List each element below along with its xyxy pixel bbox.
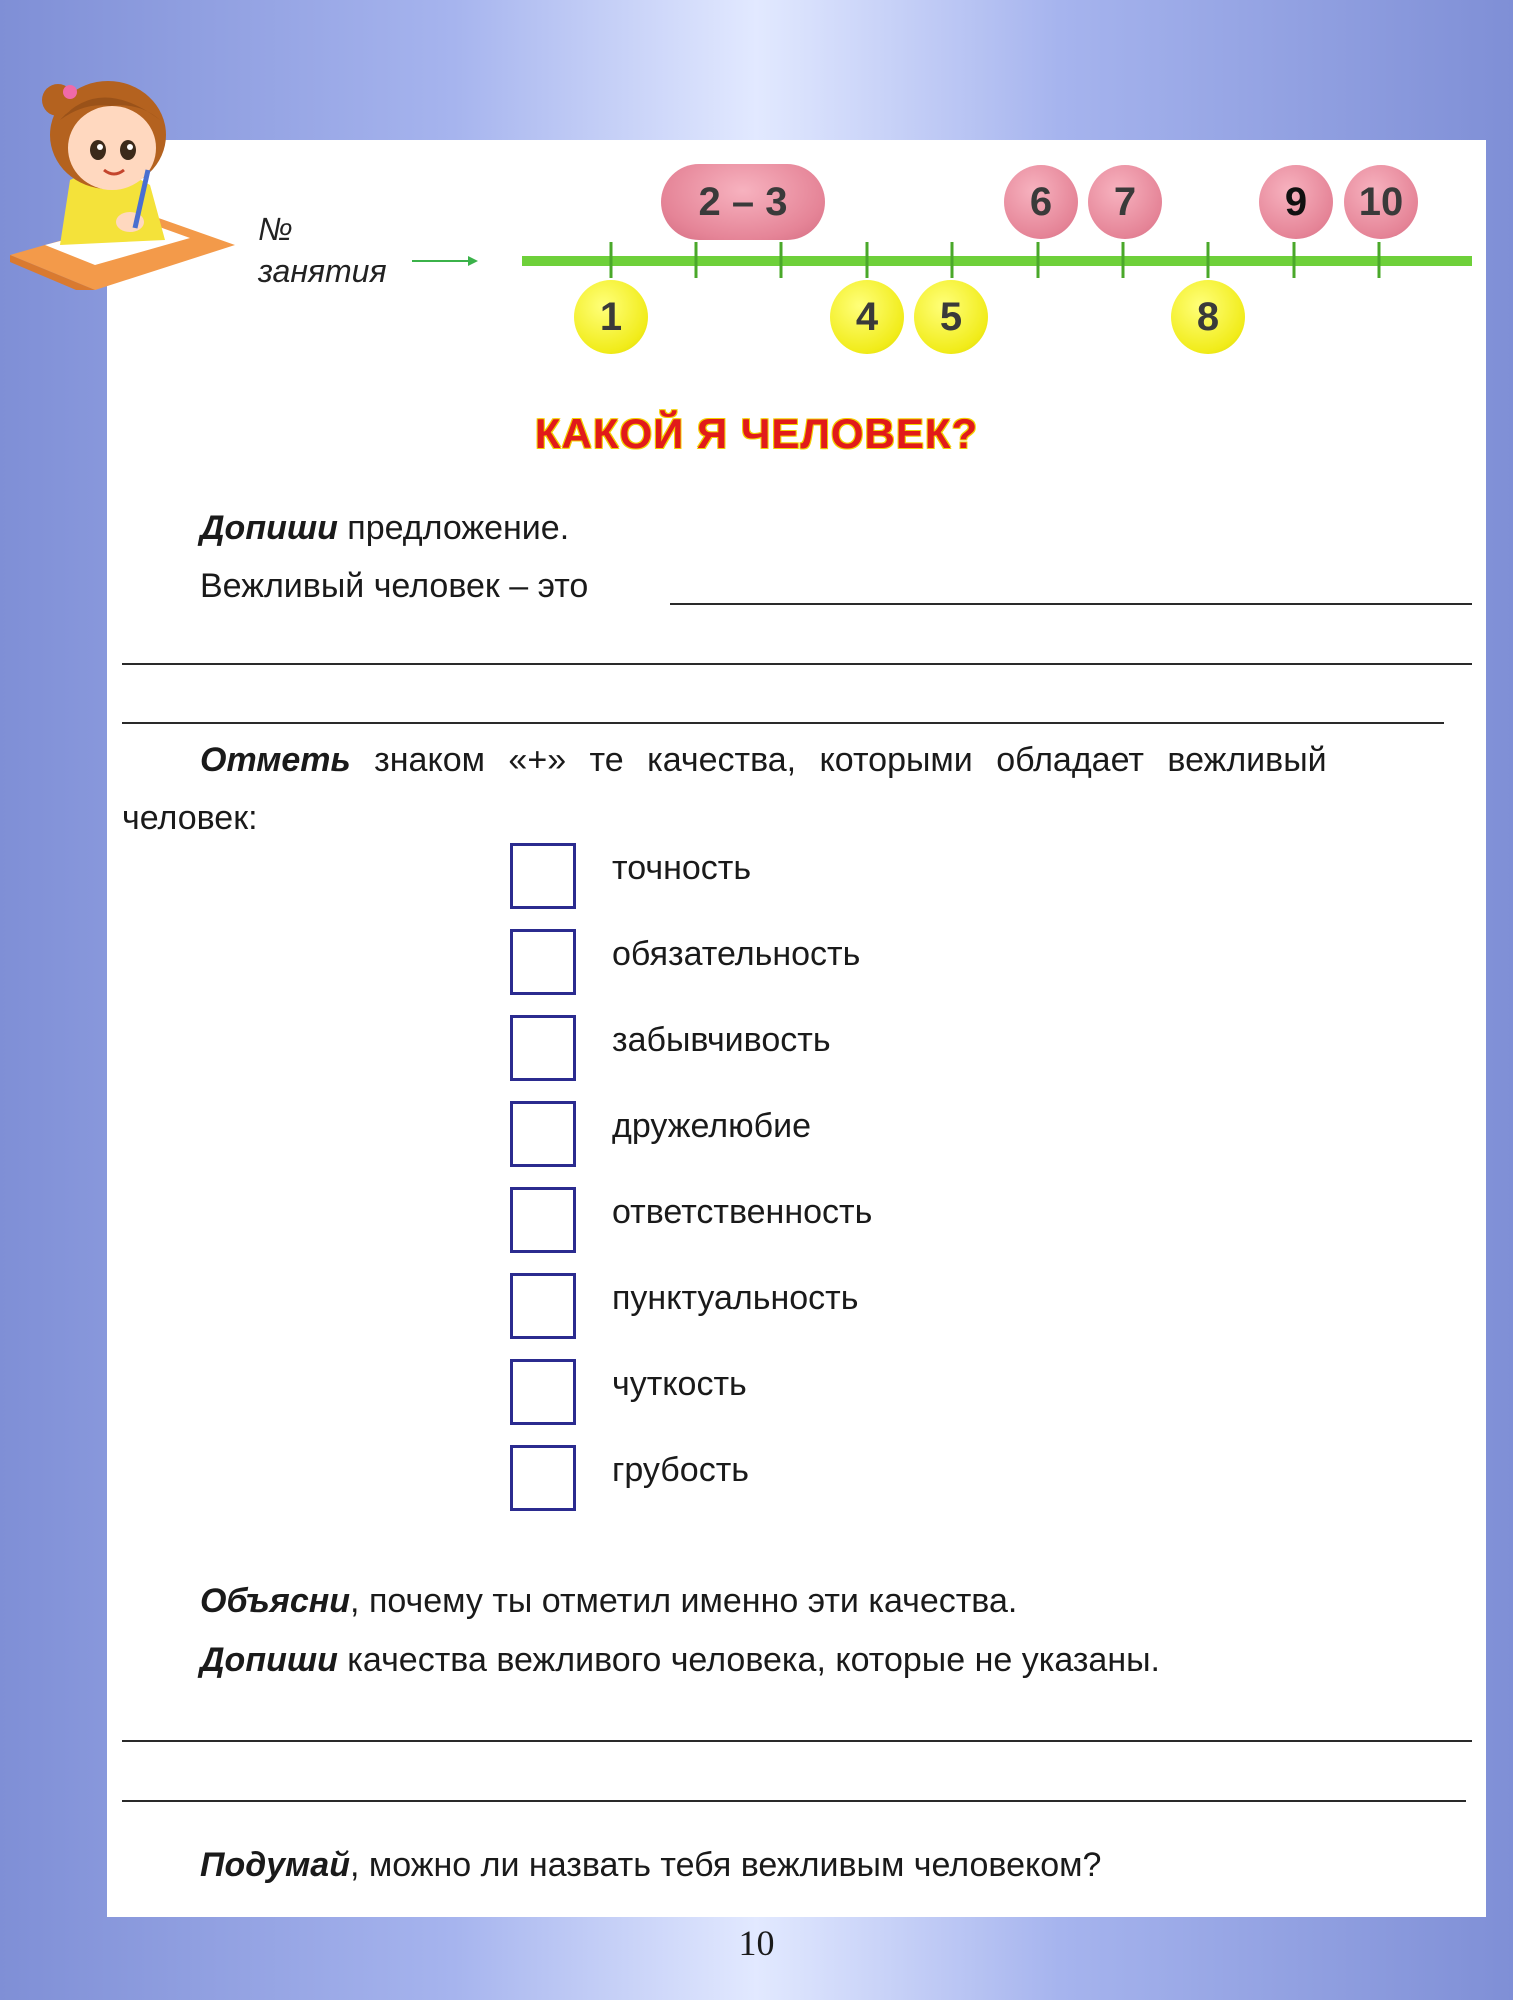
lesson-marker-5: 5 bbox=[914, 280, 988, 354]
page-number: 10 bbox=[738, 1923, 775, 1963]
lesson-label-number-sign: № bbox=[258, 211, 293, 247]
task1-verb: Допиши bbox=[200, 509, 338, 547]
task5-instruction bbox=[200, 1843, 1101, 1887]
task5-rest: , можно ли назвать тебя вежливым человеком? bbox=[349, 1846, 1102, 1884]
quality-checkbox[interactable] bbox=[510, 1101, 576, 1167]
lesson-label-word: занятия bbox=[258, 253, 387, 289]
lesson-marker-7: 7 bbox=[1088, 165, 1162, 239]
quality-checkbox[interactable] bbox=[510, 1445, 576, 1511]
task3-verb: Объясни bbox=[200, 1582, 351, 1620]
timeline-bar bbox=[522, 256, 1472, 266]
task2-instruction bbox=[200, 738, 1472, 782]
quality-checkbox[interactable] bbox=[510, 1015, 576, 1081]
lesson-marker-4: 4 bbox=[830, 280, 904, 354]
task3-instruction bbox=[200, 1579, 1017, 1623]
quality-checkbox[interactable] bbox=[510, 843, 576, 909]
lesson-marker-10: 10 bbox=[1344, 165, 1418, 239]
lesson-timeline bbox=[400, 240, 1480, 280]
answer-line-2[interactable] bbox=[122, 663, 1472, 665]
answer-line-4[interactable] bbox=[122, 1740, 1472, 1742]
quality-label: пунктуальность bbox=[612, 1279, 859, 1317]
page-title: КАКОЙ Я ЧЕЛОВЕК? bbox=[534, 410, 979, 457]
lesson-marker-6: 6 bbox=[1004, 165, 1078, 239]
quality-label: обязательность bbox=[612, 935, 861, 973]
answer-line-1[interactable] bbox=[670, 603, 1472, 605]
quality-label: забывчивость bbox=[612, 1021, 831, 1059]
quality-label: дружелюбие bbox=[612, 1107, 811, 1145]
lesson-marker-8: 8 bbox=[1171, 280, 1245, 354]
task1-instruction bbox=[200, 506, 569, 550]
task2-rest: знаком «+» те качества, которыми обладает вежливый bbox=[350, 741, 1327, 779]
quality-label: ответственность bbox=[612, 1193, 873, 1231]
task4-rest: качества вежливого человека, которые не указаны. bbox=[337, 1641, 1161, 1679]
task2-instruction-line2: человек: bbox=[122, 799, 258, 837]
quality-checkbox[interactable] bbox=[510, 1273, 576, 1339]
task5-verb: Подумай bbox=[200, 1846, 350, 1884]
quality-label: грубость bbox=[612, 1451, 749, 1489]
lesson-marker-1: 1 bbox=[574, 280, 648, 354]
lesson-marker-9: 9 bbox=[1259, 165, 1333, 239]
pointer-arrow-head bbox=[468, 256, 478, 266]
lesson-marker-2-3: 2 – 3 bbox=[661, 164, 825, 240]
task2-verb: Отметь bbox=[200, 741, 351, 779]
lesson-number-label bbox=[258, 208, 387, 292]
quality-checkbox[interactable] bbox=[510, 929, 576, 995]
task3-rest: , почему ты отметил именно эти качества. bbox=[350, 1582, 1018, 1620]
quality-label: точность bbox=[612, 849, 752, 887]
quality-checkbox[interactable] bbox=[510, 1359, 576, 1425]
task1-rest: предложение. bbox=[337, 509, 570, 547]
task4-verb: Допиши bbox=[200, 1641, 338, 1679]
girl-at-desk-illustration bbox=[0, 40, 240, 290]
quality-checkbox[interactable] bbox=[510, 1187, 576, 1253]
task4-instruction bbox=[200, 1638, 1160, 1682]
answer-line-5[interactable] bbox=[122, 1800, 1466, 1802]
quality-label: чуткость bbox=[612, 1365, 747, 1403]
answer-line-3[interactable] bbox=[122, 722, 1444, 724]
task1-sentence: Вежливый человек – это bbox=[200, 567, 589, 605]
